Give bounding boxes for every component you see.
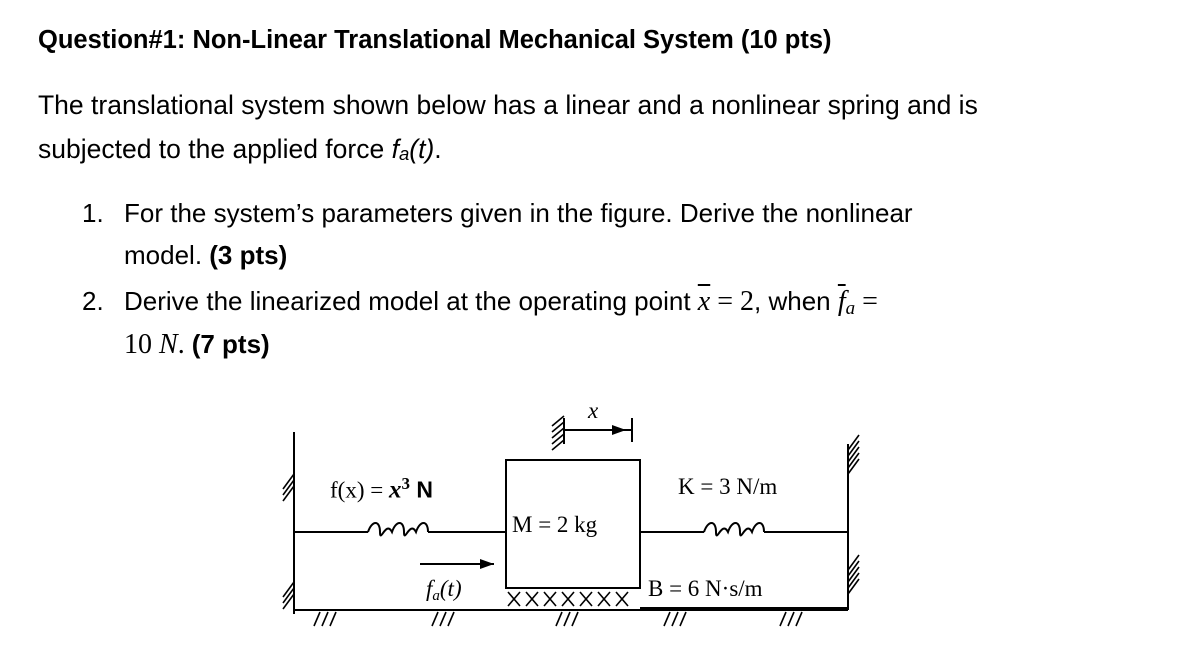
list-item-2-line-2: [124, 329, 270, 361]
linear-spring-coil: [704, 523, 764, 535]
f-bar-equals: =: [855, 286, 878, 317]
force-label-f: f: [426, 576, 433, 601]
reference-hatch: [552, 416, 564, 450]
intro-line-2-end: .: [434, 134, 442, 164]
list-item-1-text: model.: [124, 240, 210, 270]
left-wall-hatch: [283, 474, 294, 609]
right-wall-hatch: [848, 435, 859, 594]
force-label: [426, 576, 462, 602]
force-value: 10: [124, 329, 159, 360]
force-symbol: f: [391, 134, 399, 164]
question-title: Question#1: Non-Linear Translational Mechanical System (10 pts): [38, 26, 832, 54]
displacement-label: x: [588, 398, 599, 423]
x-bar-value: = 2: [710, 286, 755, 317]
force-label-arg: (t): [439, 576, 462, 601]
force-arrow-head: [480, 559, 494, 569]
ground-hatch: [314, 612, 802, 626]
list-item-2-mid: , when: [754, 286, 838, 316]
mechanical-system-figure: [270, 390, 870, 640]
nonlinear-spring-label-exp: 3: [401, 474, 410, 493]
points-badge: (7 pts): [191, 329, 270, 359]
nonlinear-spring-label: [330, 474, 433, 505]
intro-line-1: The translational system shown below has a linear and a nonlinear spring and is: [38, 90, 978, 120]
nonlinear-spring-label-expr: x: [388, 476, 402, 504]
f-bar-symbol: $\overline{f}$: [837, 286, 846, 317]
mass-rollers: [508, 592, 628, 606]
list-item-number: 1.: [82, 198, 104, 228]
intro-line-2-text: subjected to the applied force: [38, 134, 392, 164]
mass-label: M = 2 kg: [512, 512, 598, 537]
intro-line-2: [38, 134, 442, 165]
f-bar-subscript: a: [845, 298, 856, 319]
x-bar-symbol: $\overline{x}$: [697, 286, 711, 317]
force-subscript: a: [398, 143, 410, 164]
force-unit: N: [159, 329, 178, 360]
list-item-1-line-1: For the system’s parameters given in the figure. Derive the nonlinear: [124, 198, 913, 228]
list-item-2-text: Derive the linearized model at the operating point: [124, 286, 698, 316]
nonlinear-spring-label-prefix: f(x) =: [330, 477, 389, 503]
spring-label: K = 3 N/m: [678, 474, 778, 499]
list-item-2-line-1: [124, 286, 878, 318]
damper-label: B = 6 N·s/m: [648, 576, 763, 601]
displacement-arrow-head: [612, 425, 626, 435]
force-label-sub: a: [432, 588, 440, 604]
list-item-1-line-2: [124, 240, 287, 271]
force-dot: .: [177, 329, 192, 360]
force-argument: (t): [409, 134, 435, 164]
nonlinear-spring-label-unit: N: [409, 476, 433, 503]
points-badge: (3 pts): [209, 240, 288, 270]
list-item-number: 2.: [82, 286, 104, 316]
nonlinear-spring-coil: [368, 523, 428, 535]
